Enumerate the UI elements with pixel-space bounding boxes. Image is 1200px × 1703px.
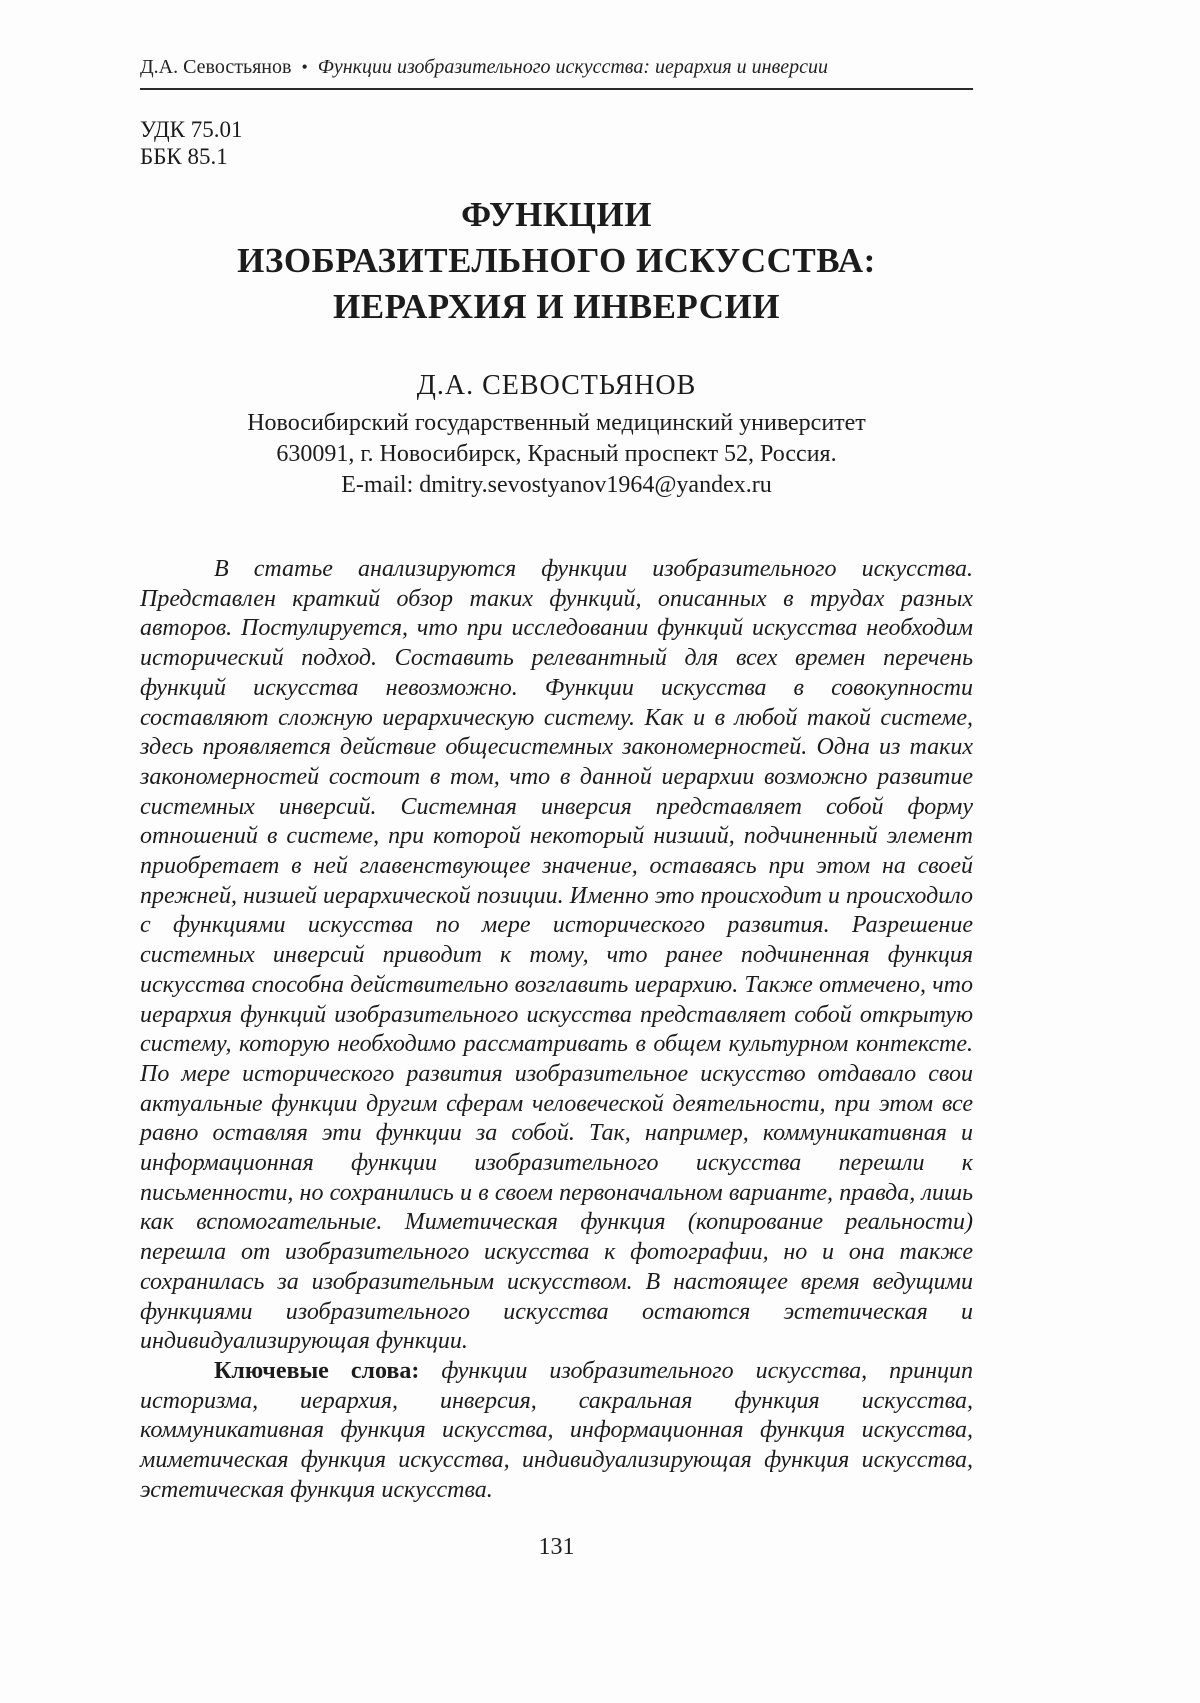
keywords-text: функции изобразительного искусства, принцип историзма, иерархия, инверсия, сакральная функция искусства, коммуникативная функция искусства, информационная функция искусства, миметическая функция искусства, индивидуализирующая функция искусства, эстетическая функция искусства.	[140, 1357, 974, 1503]
header-rule	[140, 88, 973, 90]
page-number: 131	[538, 1533, 575, 1560]
content-column	[140, 0, 973, 1561]
article-title-line-1: ФУНКЦИИ	[461, 195, 652, 234]
bbk-code: ББК 85.1	[140, 144, 228, 169]
udc-code: УДК 75.01	[140, 117, 243, 142]
running-header-author: Д.А. Севостьянов	[140, 56, 292, 78]
article-title	[140, 192, 973, 330]
article-title-line-2: ИЗОБРАЗИТЕЛЬНОГО ИСКУССТВА:	[237, 241, 876, 280]
abstract-text: В статье анализируются функции изобразительного искусства. Представлен краткий обзор таких функций, описанных в трудах разных авторов. Постулируется, что при исследовании функций искусства необходим исторический подход. Составить релевантный для всех времен перечень функций искусства невозможно. Функции искусства в совокупности составляют сложную иерархическую систему. Как и в любой такой системе, здесь проявляется действие общесистемных закономерностей. Одна из таких закономерностей состоит в том, что в данной иерархии возможно развитие системных инверсий. Системная инверсия представляет собой форму отношений в системе, при которой некоторый низший, подчиненный элемент приобретает в ней главенствующее значение, оставаясь при этом на своей прежней, низшей иерархической позиции. Именно это происходит и происходило с функциями искусства по мере исторического развития. Разрешение системных инверсий приводит к тому, что ранее подчиненная функция искусства способна действительно возглавить иерархию. Также отмечено, что иерархия функций изобразительного искусства представляет собой открытую систему, которую необходимо рассматривать в общем культурном контексте. По мере исторического развития изобразительное искусство отдавало свои актуальные функции другим сферам человеческой деятельности, при этом все равно оставляя эти функции за собой. Так, например, коммуникативная и информационная функции изобразительного искусства перешли к письменности, но сохранились и в своем первоначальном варианте, правда, лишь как вспомогательные. Миметическая функция (копирование реальности) перешла от изобразительного искусства к фотографии, но и она также сохранилась за изобразительным искусством. В настоящее время ведущими функциями изобразительного искусства остаются эстетическая и индивидуализирующая функции.	[140, 556, 973, 1355]
running-header-title: Функции изобразительного искусства: иерархия и инверсии	[317, 56, 829, 78]
article-title-line-3: ИЕРАРХИЯ И ИНВЕРСИИ	[333, 287, 780, 326]
author-affiliation: Новосибирский государственный медицинский университет	[247, 410, 866, 436]
keywords-paragraph	[140, 1357, 973, 1506]
author-email: E-mail: dmitry.sevostyanov1964@yandex.ru	[341, 472, 772, 498]
keywords-label: Ключевые слова:	[214, 1357, 420, 1384]
author-name: Д.А. СЕВОСТЬЯНОВ	[416, 370, 697, 401]
author-address: 630091, г. Новосибирск, Красный проспект 52, Россия.	[276, 441, 837, 467]
running-header-separator: •	[301, 57, 308, 77]
affiliation-block	[140, 408, 973, 501]
classification-codes	[140, 116, 973, 170]
running-header	[140, 0, 973, 79]
abstract-paragraph	[140, 555, 973, 1357]
